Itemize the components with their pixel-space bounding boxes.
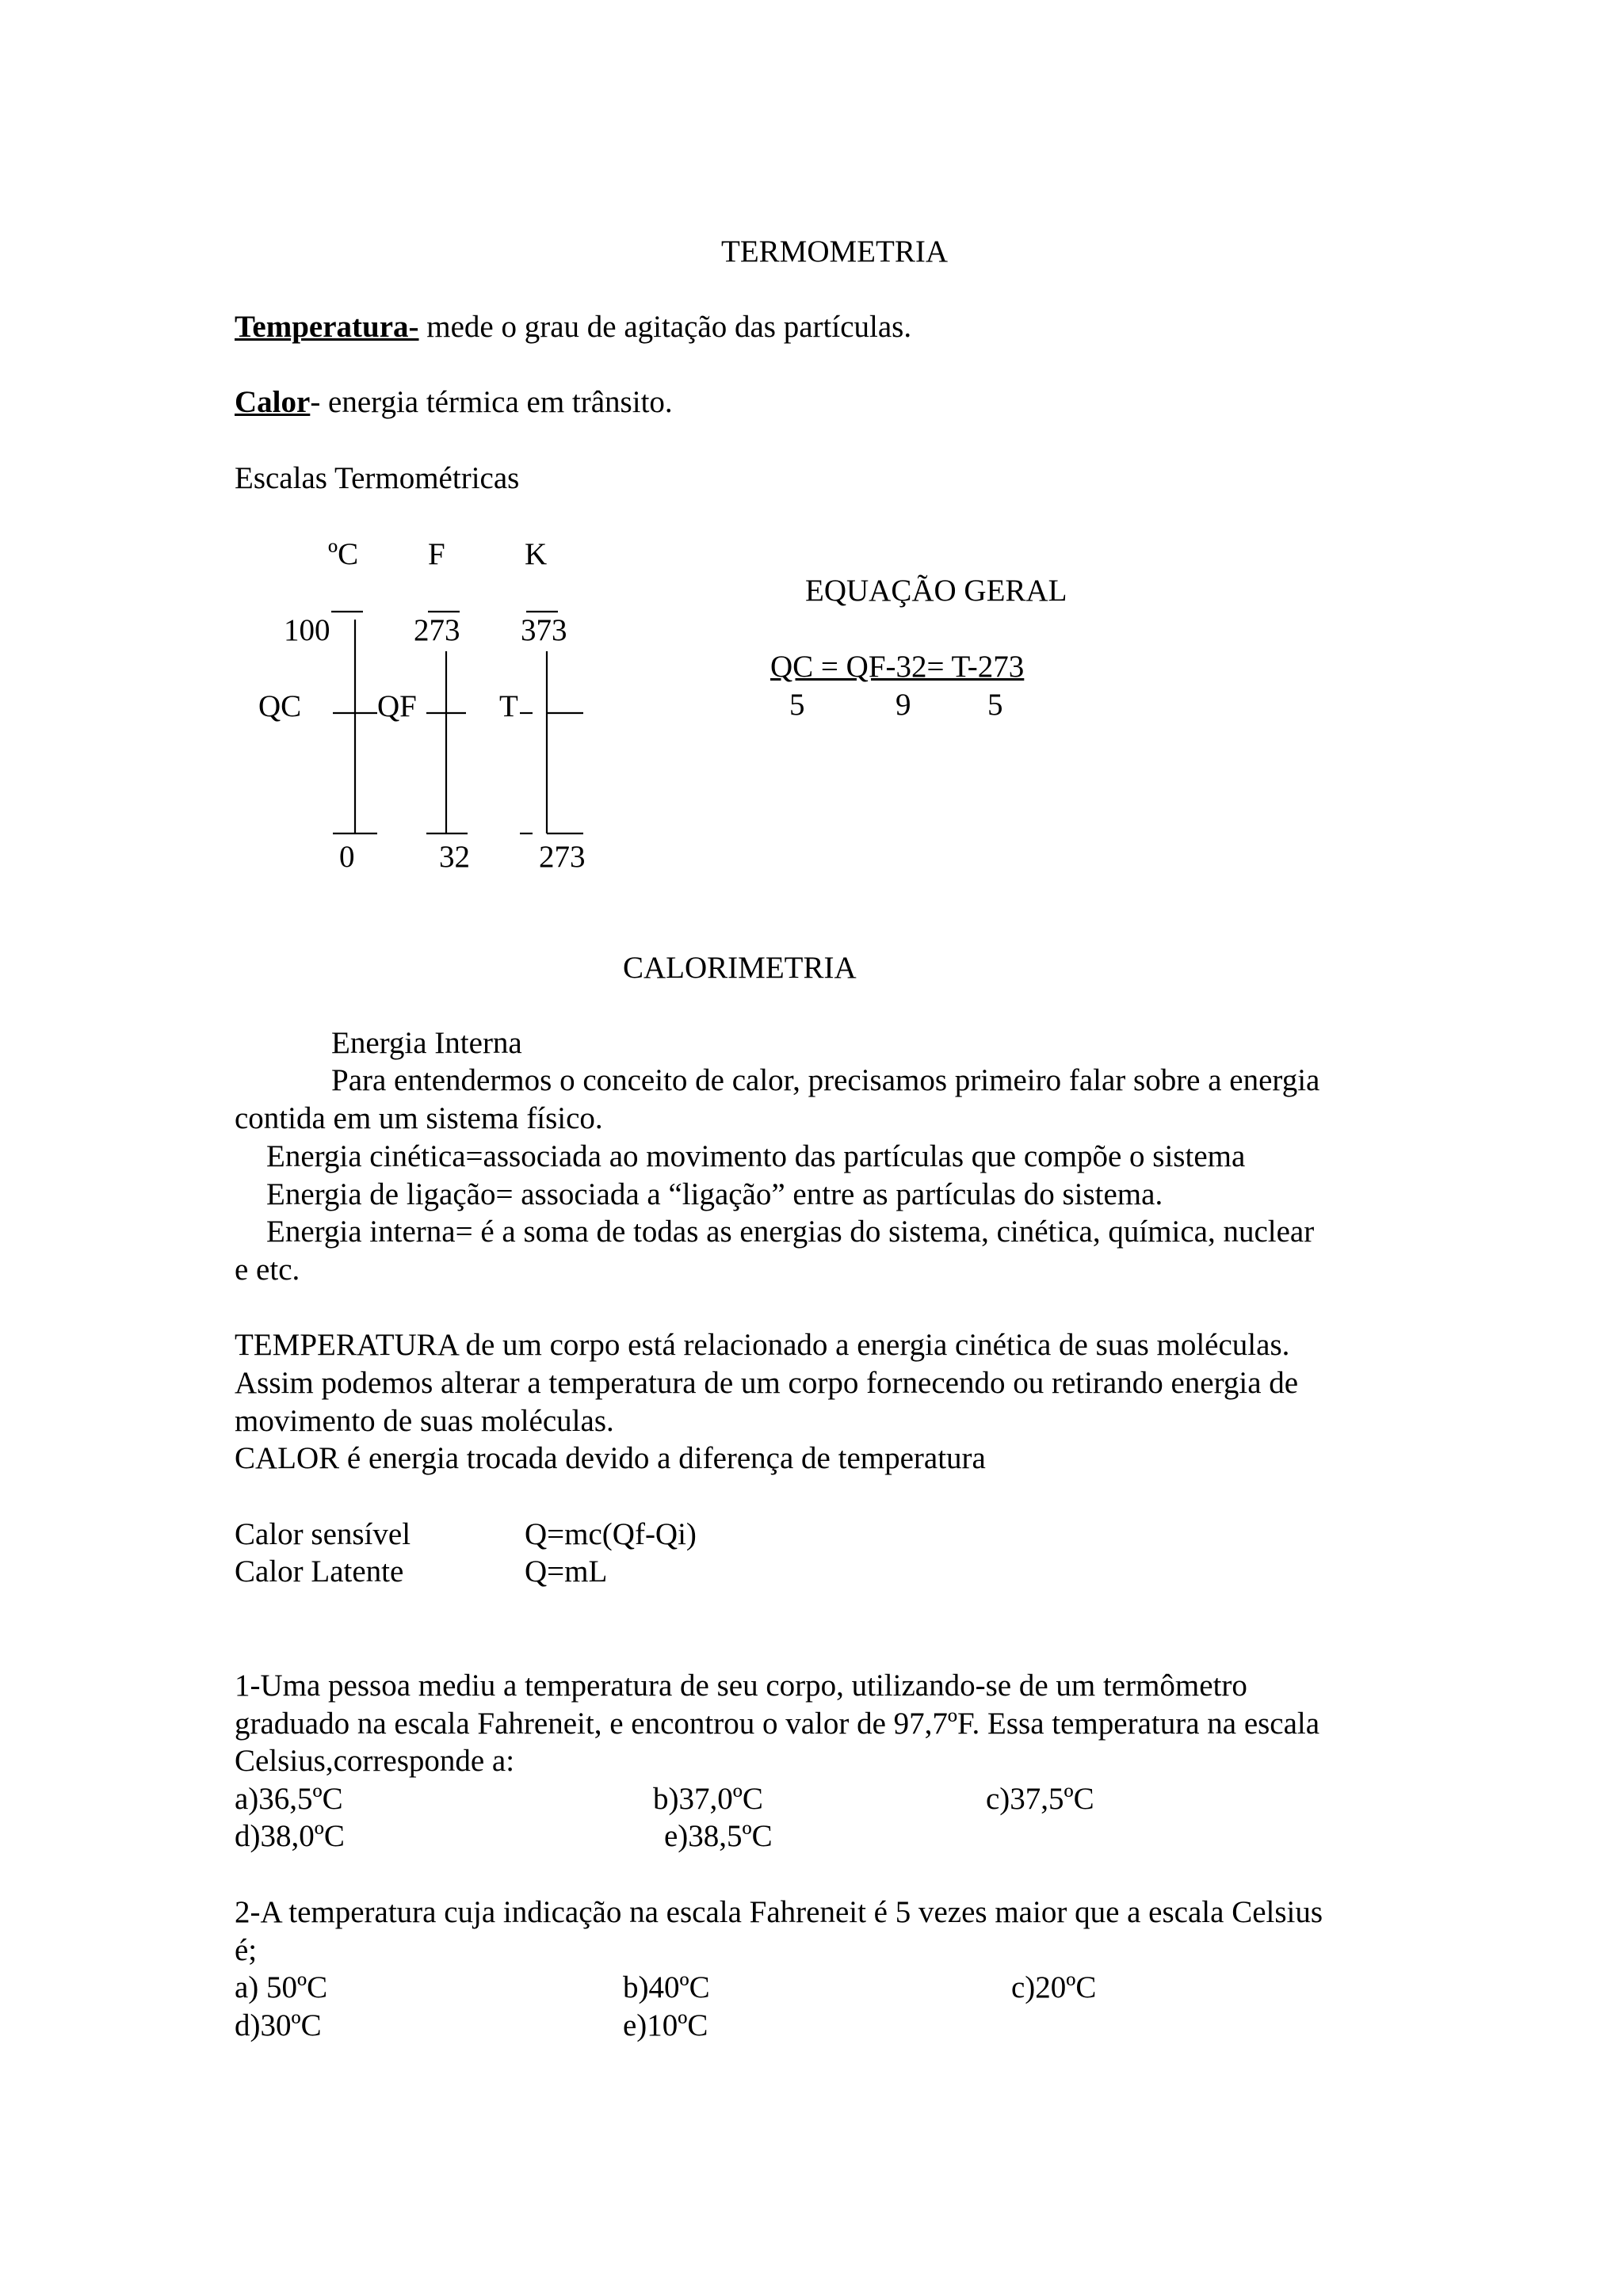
term-calor: Calor [235, 385, 311, 419]
scale-bottom-kelvin: 273 [539, 840, 586, 874]
list-item: Energia de ligação= associada a “ligação” entre as partículas do sistema. [266, 1177, 1163, 1211]
equation-denominator-f: 9 [896, 688, 911, 722]
question-2-option-c: c)20ºC [1011, 1970, 1097, 2004]
question-2-line: é; [235, 1933, 258, 1967]
scale-top-fahrenheit: 273 [414, 613, 460, 647]
scale-bottom-celsius: 0 [339, 840, 355, 874]
list-item-continuation: e etc. [235, 1253, 300, 1287]
question-2-option-b: b)40ºC [623, 1970, 710, 2004]
paragraph-line: movimento de suas moléculas. [235, 1404, 614, 1438]
question-1-line: Celsius,corresponde a: [235, 1744, 515, 1778]
paragraph-line: TEMPERATURA de um corpo está relacionado a energia cinética de suas moléculas. [235, 1328, 1290, 1362]
question-2-option-a: a) 50ºC [235, 1970, 328, 2004]
formula-label: Calor Latente [235, 1554, 404, 1589]
scale-label-t: T [499, 689, 518, 723]
list-item: Energia cinética=associada ao movimento das partículas que compõe o sistema [266, 1139, 1246, 1173]
term-temperatura: Temperatura- [235, 310, 419, 344]
scale-label-qc: QC [258, 689, 302, 723]
list-item: Energia interna= é a soma de todas as energias do sistema, cinética, química, nuclear [266, 1215, 1315, 1249]
equation-numerator: QC = QF-32= T-273 [770, 650, 1025, 684]
scale-column-celsius: ºC [328, 537, 359, 571]
scale-column-fahrenheit: F [428, 537, 445, 571]
scale-label-qf: QF [377, 689, 417, 723]
paragraph-line: Para entendermos o conceito de calor, precisamos primeiro falar sobre a energia [331, 1063, 1320, 1097]
paragraph-line: contida em um sistema físico. [235, 1101, 603, 1135]
question-2-option-d: d)30ºC [235, 2008, 322, 2042]
question-1-option-c: c)37,5ºC [986, 1782, 1094, 1816]
equation-denominator-k: 5 [987, 688, 1003, 722]
question-2-option-e: e)10ºC [623, 2008, 708, 2042]
scale-bottom-fahrenheit: 32 [439, 840, 470, 874]
paragraph-line: Assim podemos alterar a temperatura de um corpo fornecendo ou retirando energia de [235, 1366, 1299, 1400]
page-title: TERMOMETRIA [721, 235, 948, 269]
question-1-option-d: d)38,0ºC [235, 1819, 345, 1853]
scale-column-kelvin: K [525, 537, 548, 571]
equation-title: EQUAÇÃO GERAL [805, 574, 1067, 608]
question-1-option-e: e)38,5ºC [664, 1819, 773, 1853]
scale-top-kelvin: 373 [521, 613, 567, 647]
formula: Q=mL [525, 1554, 608, 1589]
question-2-line: 2-A temperatura cuja indicação na escala Fahreneit é 5 vezes maior que a escala Celsius [235, 1895, 1323, 1929]
question-1-line: 1-Uma pessoa mediu a temperatura de seu corpo, utilizando-se de um termômetro [235, 1669, 1247, 1703]
section-title-calorimetria: CALORIMETRIA [623, 951, 857, 985]
subtitle-energia-interna: Energia Interna [331, 1026, 522, 1060]
formula-label: Calor sensível [235, 1517, 411, 1551]
scales-heading: Escalas Termométricas [235, 461, 520, 495]
definition-text: - energia térmica em trânsito. [310, 385, 673, 419]
question-1-option-a: a)36,5ºC [235, 1782, 343, 1816]
scale-top-celsius: 100 [284, 613, 330, 647]
definition-text: mede o grau de agitação das partículas. [418, 310, 912, 344]
question-1-option-b: b)37,0ºC [653, 1782, 763, 1816]
equation-denominator-c: 5 [789, 688, 805, 722]
paragraph-line: CALOR é energia trocada devido a diferença de temperatura [235, 1441, 986, 1475]
question-1-line: graduado na escala Fahreneit, e encontrou o valor de 97,7ºF. Essa temperatura na escala [235, 1707, 1320, 1741]
formula: Q=mc(Qf-Qi) [525, 1517, 697, 1551]
